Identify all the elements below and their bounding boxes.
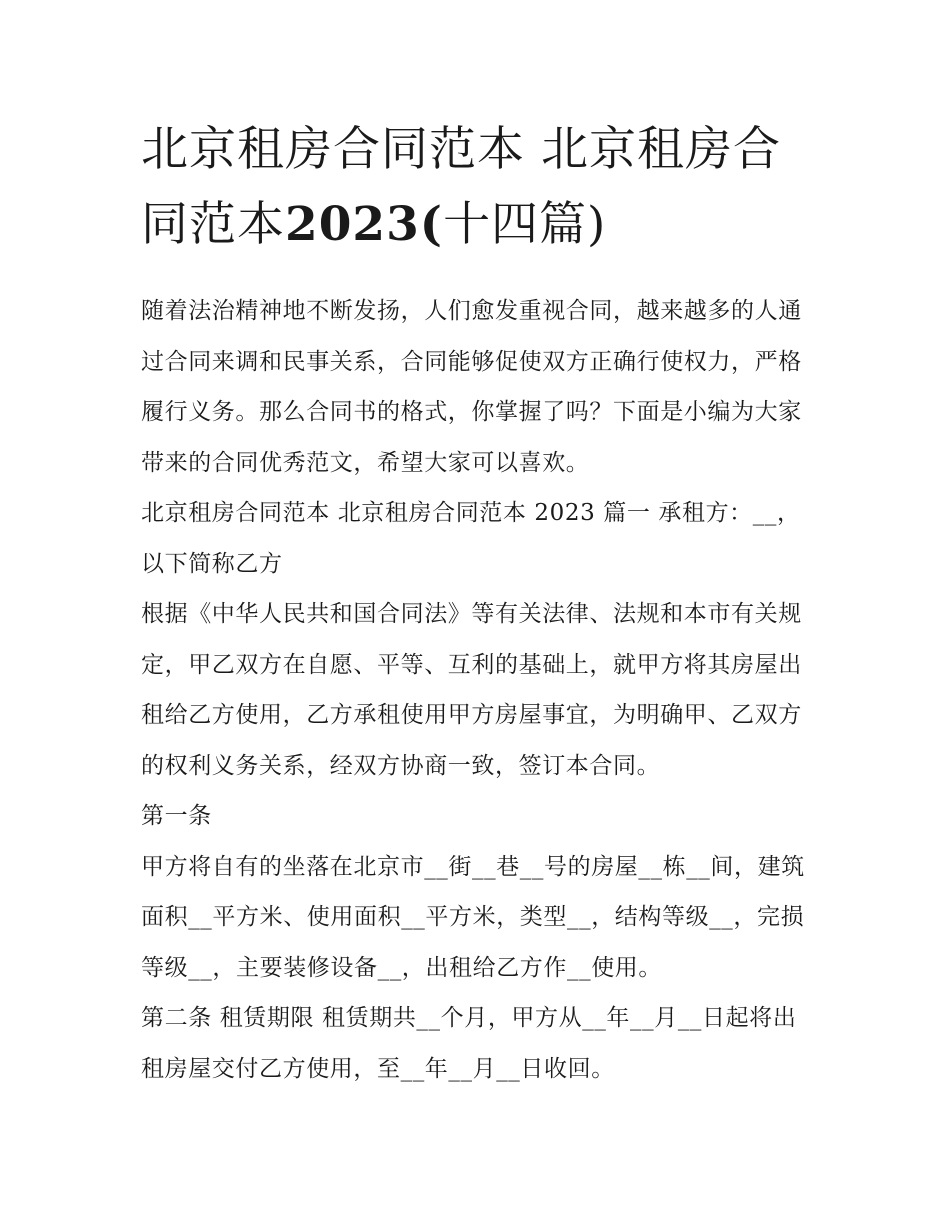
chapter-heading-paragraph: 北京租房合同范本 北京租房合同范本 2023 篇一 承租方：__，以下简称乙方 <box>141 500 801 577</box>
article-one-paragraph: 甲方将自有的坐落在北京市__街__巷__号的房屋__栋__间，建筑面积__平方米、使用面积__平方米，类型__，结构等级__，完损等级__，主要装修设备__，出租给乙方作__使用。 <box>141 853 805 981</box>
document-title <box>141 112 813 262</box>
title-text-part2: 十四篇) <box>443 197 607 252</box>
article-one-heading: 第一条 <box>141 803 212 829</box>
title-year: 2023( <box>285 197 444 252</box>
document-page <box>141 112 813 1094</box>
article-two-paragraph: 第二条 租赁期限 租赁期共__个月，甲方从__年__月__日起将出租房屋交付乙方使用，至__年__月__日收回。 <box>141 1005 797 1082</box>
legal-basis-paragraph: 根据《中华人民共和国合同法》等有关法律、法规和本市有关规定，甲乙双方在自愿、平等、互利的基础上，就甲方将其房屋出租给乙方使用，乙方承租使用甲方房屋事宜，为明确甲、乙双方的权利义务关系，经双方协商一致，签订本合同。 <box>141 601 802 779</box>
intro-paragraph: 随着法治精神地不断发扬，人们愈发重视合同，越来越多的人通过合同来调和民事关系，合同能够促使双方正确行使权力，严格履行义务。那么合同书的格式，你掌握了吗？下面是小编为大家带来的合同优秀范文，希望大家可以喜欢。 <box>141 298 802 476</box>
title-text-part1: 北京租房合同范本 北京租房合同范本 <box>141 122 781 252</box>
